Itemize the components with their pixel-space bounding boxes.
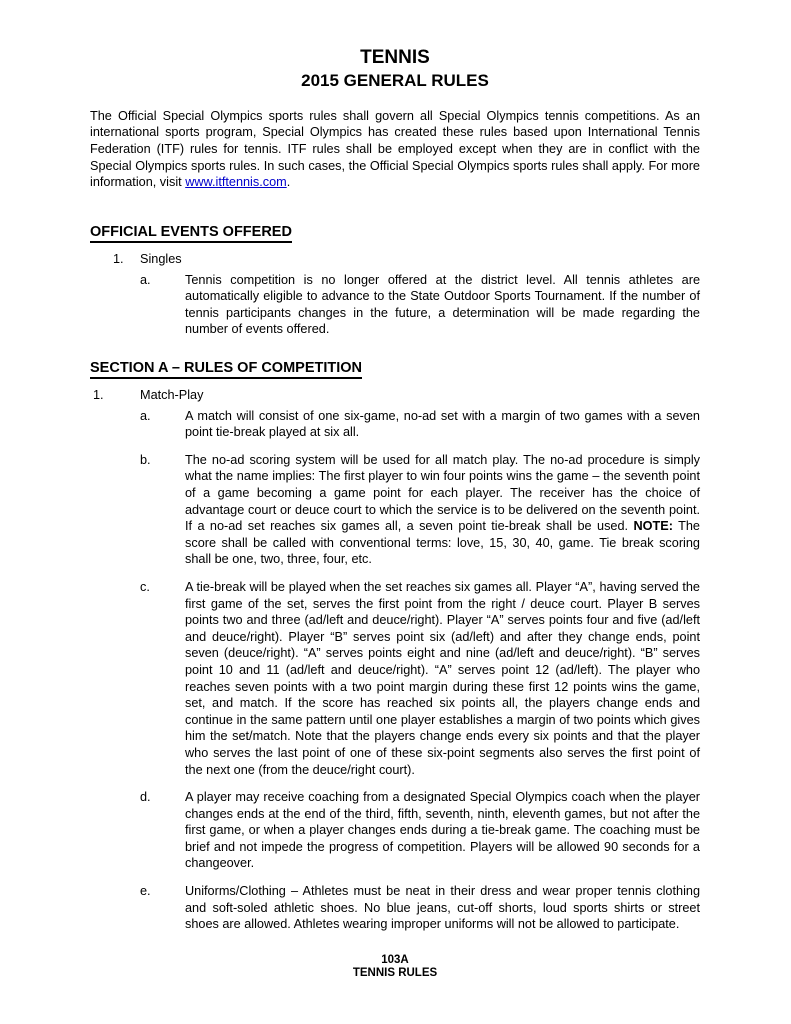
intro-text-before-link: The Official Special Olympics sports rules shall govern all Special Olympics tennis competitions. As an international sports program, Special Olympics has created these rules based upon International Tennis Federation (ITF) rules for tennis. ITF rules shall be employed except when they are in conflict with the Special Olympics sports rules. In such cases, the Official Special Olympics sports rules shall apply. For more information, visit [90,108,700,190]
list-item-match-play [90,387,700,404]
subitem-letter: a. [140,408,151,423]
list-label: Match-Play [140,388,204,403]
section-a-heading-text: SECTION A – RULES OF COMPETITION [90,359,362,379]
list-subitem-match-play-b [90,452,700,568]
list-subitem-match-play-d [90,789,700,872]
page-footer [90,944,700,981]
note-label: NOTE: [633,519,673,534]
subitem-letter: a. [140,272,151,287]
official-events-heading-text: OFFICIAL EVENTS OFFERED [90,223,292,243]
list-subitem-match-play-a [90,408,700,441]
subitem-text: A player may receive coaching from a designated Special Olympics coach when the player changes ends at the end of the third, fifth, seventh, ninth, eleventh games, but not after the first game, or when a player changes ends during a tie-break game. The coaching must be brief and not impede the progress of competition. Players will be allowed 90 seconds for a changeover. [185,790,700,871]
list-number: 1. [113,251,124,266]
footer-doc-label: TENNIS RULES [352,967,438,980]
list-subitem-match-play-c [90,579,700,778]
official-events-heading [90,223,700,243]
intro-paragraph [90,108,700,191]
subitem-text: Uniforms/Clothing – Athletes must be neat in their dress and wear proper tennis clothing and soft-soled athletic shoes. No blue jeans, cut-off shorts, loud sports shirts or street shoes are allowed. Athletes wearing improper uniforms will not be allowed to participate. [185,884,700,932]
doc-subtitle: 2015 GENERAL RULES [301,70,489,90]
list-item-singles [90,251,700,268]
itftennis-link[interactable]: www.itftennis.com [185,175,287,190]
list-subitem-singles-a [90,272,700,338]
subitem-letter: c. [140,579,150,594]
subitem-text: A match will consist of one six-game, no-ad set with a margin of two games with a seven point tie-break played at six all. [185,408,700,440]
subitem-text-before-note: The no-ad scoring system will be used for all match play. The no-ad procedure is simply what the name implies: The first player to win four points wins the game – the seventh point of a game becoming a game point for each player. The receiver has the choice of advantage court or deuce court to which the service is to be delivered on the seventh point. If a no-ad set reaches six games all, a seven point tie-break shall be used. [185,452,700,534]
footer-page-number: 103A [381,953,409,966]
list-label: Singles [140,251,182,266]
document-header [90,46,700,92]
subitem-letter: b. [140,452,151,467]
list-subitem-match-play-e [90,883,700,933]
section-a-heading [90,359,700,379]
subitem-letter: e. [140,884,151,899]
list-number: 1. [93,388,104,403]
intro-text-after-link: . [286,175,291,190]
subitem-text [185,452,700,568]
subitem-text-after-note: The score shall be called with conventional terms: love, 15, 30, 40, game. Tie break scoring shall be one, two, three, four, etc. [185,519,700,567]
subitem-text: Tennis competition is no longer offered at the district level. All tennis athletes are automatically eligible to advance to the State Outdoor Sports Tournament. If the number of tennis participants changes in the future, a determination will be made regarding the number of events offered. [185,272,700,337]
subitem-text: A tie-break will be played when the set reaches six games all. Player “A”, having served the first game of the set, serves the first point from the right / deuce court. Player B serves points two and three (ad/left and deuce/right). Player “A” serves points four and five (ad/left and deuce/right). Player “B” serves point six (ad/left) and after they change ends, point seven (deuce/right). “A” serves points eight and nine (ad/left and deuce/right). “B” serves point 10 and 11 (ad/left and deuce/right). “A” serves point 12 (ad/left). The player who reaches seven points with a two point margin during these first 12 points wins the game, set, and match. If the score has reached six points all, the players change ends and continue in the same pattern until one player establishes a margin of two points which gives him the set/match. Note that the players change ends every six points and that the player who serves the last point of one of these six-point segments also serves the first point of the next one (from the deuce/right court). [185,579,700,777]
subitem-letter: d. [140,790,151,805]
doc-title: TENNIS [360,47,430,68]
